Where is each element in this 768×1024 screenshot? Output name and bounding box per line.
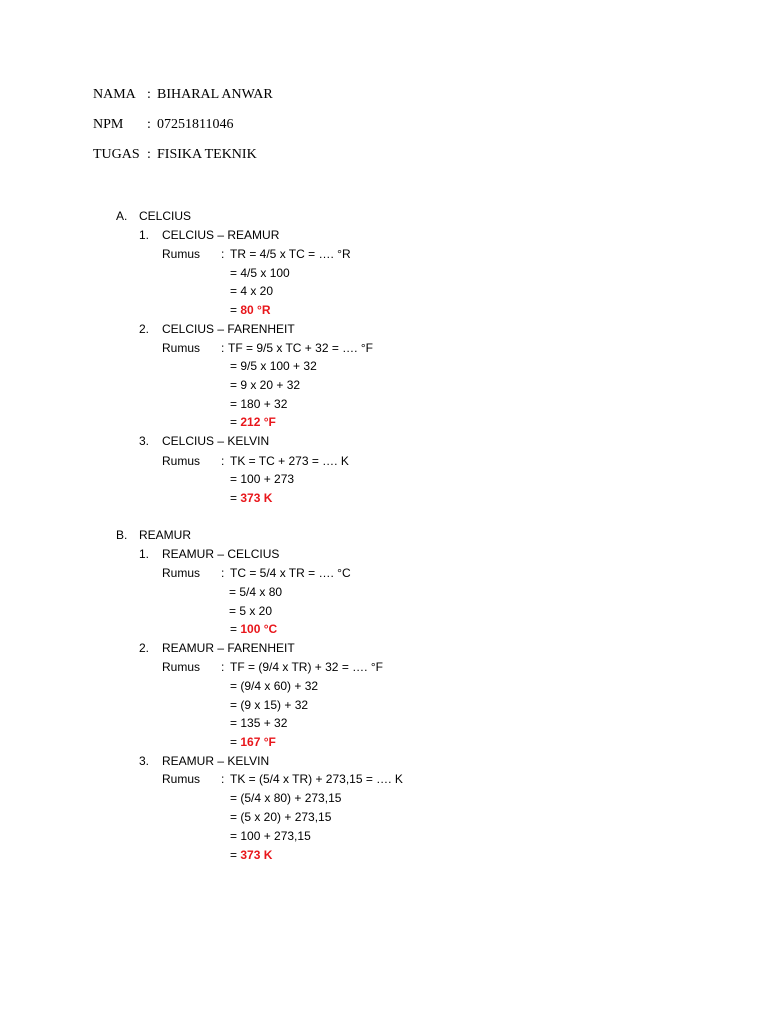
npm-value: 07251811046: [157, 117, 234, 132]
result-equals: =: [230, 622, 238, 636]
formula: TR = 4/5 x TC = …. °R: [230, 247, 351, 261]
result-value: 100 °C: [240, 622, 278, 636]
item-title: CELCIUS – REAMUR: [162, 228, 280, 242]
rumus-colon: :: [221, 341, 225, 355]
item-number: 1.: [139, 228, 150, 242]
calc-step: = 5/4 x 80: [229, 585, 283, 599]
calc-step: = (5 x 20) + 273,15: [230, 810, 332, 824]
result-row: [230, 622, 277, 636]
tugas-value: FISIKA TEKNIK: [157, 147, 257, 162]
calc-step: = 100 + 273: [230, 472, 295, 486]
section-b-letter: B.: [116, 528, 128, 542]
rumus-label: Rumus: [162, 247, 201, 261]
item-number: 3.: [139, 754, 150, 768]
result-equals: =: [230, 303, 238, 317]
rumus-colon: :: [221, 772, 225, 786]
nama-label: NAMA: [93, 87, 136, 102]
calc-step: = 9/5 x 100 + 32: [230, 359, 317, 373]
calc-step: = 4/5 x 100: [230, 266, 290, 280]
result-equals: =: [230, 848, 238, 862]
result-row: [230, 491, 272, 505]
item-title: CELCIUS – KELVIN: [162, 434, 270, 448]
formula: TF = 9/5 x TC + 32 = …. °F: [228, 341, 373, 355]
formula: TK = (5/4 x TR) + 273,15 = …. K: [230, 772, 403, 786]
result-value: 373 K: [240, 848, 273, 862]
calc-step: = 100 + 273,15: [230, 829, 311, 843]
result-row: [230, 303, 271, 317]
npm-label: NPM: [93, 117, 124, 132]
section-b-title: REAMUR: [139, 528, 192, 542]
tugas-label: TUGAS: [93, 147, 140, 162]
item-number: 2.: [139, 641, 150, 655]
result-equals: =: [230, 415, 238, 429]
section-a-letter: A.: [116, 209, 128, 223]
formula: TF = (9/4 x TR) + 32 = …. °F: [230, 660, 383, 674]
tugas-separator: :: [147, 147, 151, 162]
calc-step: = 4 x 20: [230, 284, 274, 298]
rumus-label: Rumus: [162, 660, 201, 674]
rumus-colon: :: [221, 247, 225, 261]
result-row: [230, 848, 272, 862]
calc-step: = (9 x 15) + 32: [230, 698, 309, 712]
rumus-colon: :: [221, 454, 225, 468]
calc-step: = (9/4 x 60) + 32: [230, 679, 319, 693]
rumus-colon: :: [221, 566, 225, 580]
rumus-colon: :: [221, 660, 225, 674]
rumus-label: Rumus: [162, 341, 201, 355]
rumus-label: Rumus: [162, 566, 201, 580]
nama-separator: :: [147, 87, 151, 102]
item-title: REAMUR – CELCIUS: [162, 547, 280, 561]
calc-step: = 180 + 32: [230, 397, 288, 411]
item-number: 3.: [139, 434, 150, 448]
result-row: [230, 415, 276, 429]
item-title: REAMUR – KELVIN: [162, 754, 270, 768]
result-row: [230, 735, 276, 749]
result-equals: =: [230, 735, 238, 749]
npm-separator: :: [147, 117, 151, 132]
calc-step: = (5/4 x 80) + 273,15: [230, 791, 342, 805]
result-value: 373 K: [240, 491, 273, 505]
calc-step: = 135 + 32: [230, 716, 288, 730]
result-value: 167 °F: [240, 735, 276, 749]
calc-step: = 9 x 20 + 32: [230, 378, 301, 392]
item-number: 1.: [139, 547, 150, 561]
formula: TC = 5/4 x TR = …. °C: [230, 566, 351, 580]
rumus-label: Rumus: [162, 772, 201, 786]
section-a-title: CELCIUS: [139, 209, 192, 223]
item-title: REAMUR – FARENHEIT: [162, 641, 295, 655]
item-title: CELCIUS – FARENHEIT: [162, 322, 295, 336]
item-number: 2.: [139, 322, 150, 336]
rumus-label: Rumus: [162, 454, 201, 468]
result-value: 80 °R: [240, 303, 271, 317]
result-equals: =: [230, 491, 238, 505]
calc-step: = 5 x 20: [229, 604, 273, 618]
result-value: 212 °F: [240, 415, 276, 429]
formula: TK = TC + 273 = …. K: [230, 454, 349, 468]
nama-value: BIHARAL ANWAR: [157, 87, 273, 102]
